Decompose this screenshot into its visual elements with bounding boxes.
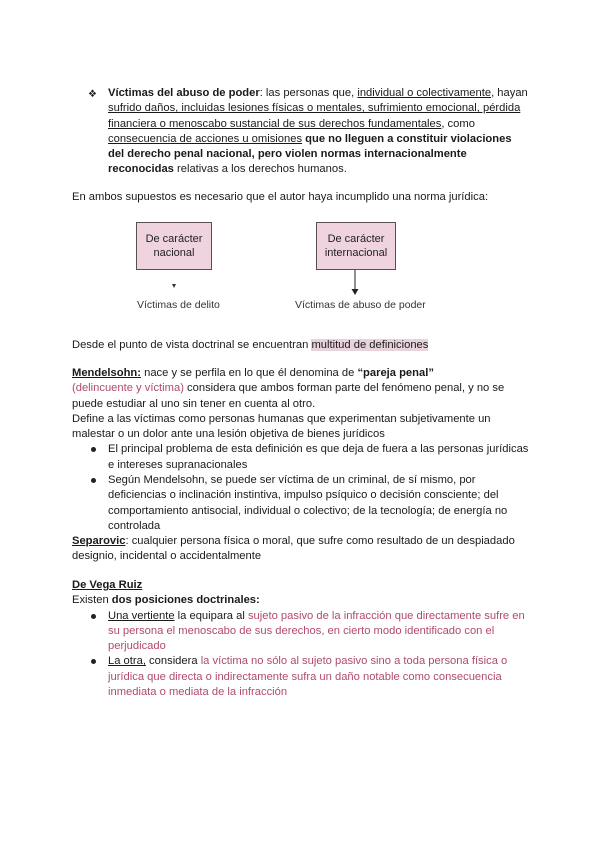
text-fragment: considera — [145, 655, 201, 668]
bullet-dot-icon — [91, 659, 96, 664]
text-fragment: , como — [441, 117, 475, 130]
list-item — [72, 654, 534, 700]
box-caracter-internacional — [316, 222, 396, 270]
caption-victimas-delito: Víctimas de delito — [137, 299, 220, 311]
bold-fragment: que no lleguen a constituir violaciones del derecho penal nacional, pero violen normas internacionalmente reconocidas — [108, 132, 512, 176]
underlined-fragment: sufrido daños, incluidas lesiones físicas o mentales, sufrimiento emocional, pérdida financiera o menoscabo sustancial de sus derechos fundamentales — [108, 102, 521, 130]
ambos-supuestos-paragraph: En ambos supuestos es necesario que el autor haya incumplido una norma jurídica: — [72, 191, 489, 203]
pareja-penal-quote: “pareja penal” — [357, 367, 434, 379]
bullet-dot-icon — [91, 447, 96, 452]
victimas-abuso-item — [90, 86, 530, 178]
box-left-label: De carácter nacional — [145, 233, 203, 259]
separovic-name: Separovic — [72, 535, 126, 547]
text-fragment: Existen — [72, 594, 112, 607]
box-caracter-nacional — [136, 222, 212, 270]
text-fragment: considera que ambos forman parte del fenómeno penal, y no se puede estudiar al uno sin tener en cuenta al otro. — [72, 382, 505, 410]
list-item — [72, 473, 534, 534]
bold-fragment: dos posiciones doctrinales: — [111, 594, 260, 607]
devega-section — [72, 578, 534, 700]
devega-intro — [72, 593, 534, 608]
separovic-paragraph — [72, 534, 534, 565]
devega-name: De Vega Ruiz — [72, 579, 143, 591]
mendelsohn-define: Define a las víctimas como personas humanas que experimentan subjetivamente un malestar o un dolor ante una lesión objetiva de bienes jurídicos — [72, 412, 491, 441]
victimas-abuso-term: Víctimas del abuso de poder — [108, 87, 260, 99]
text-fragment: , hayan — [491, 87, 528, 99]
text-fragment: nace y se perfila en lo que él denomina de — [141, 367, 358, 379]
doctrinal-highlight: multitud de definiciones — [311, 339, 429, 351]
text-fragment: relativas a los derechos humanos. — [173, 163, 347, 176]
diamond-bullet-icon: ❖ — [88, 89, 97, 100]
down-arrow-icon — [350, 270, 360, 296]
doctrinal-paragraph — [72, 338, 534, 353]
bullet-dot-icon — [91, 614, 96, 619]
list-item — [72, 442, 534, 473]
mendelsohn-bullets — [72, 442, 534, 534]
underlined-fragment: individual o colectivamente — [357, 87, 492, 99]
pink-fragment: (delincuente y víctima) — [72, 382, 184, 395]
underlined-fragment: La otra, — [108, 655, 146, 668]
bullet-dot-icon — [91, 478, 96, 483]
victimas-abuso-text — [108, 86, 530, 178]
small-arrow-icon — [170, 282, 180, 290]
devega-bullets — [72, 609, 534, 701]
devega-title — [72, 578, 534, 593]
text-fragment: la equipara al — [174, 609, 248, 622]
underlined-fragment: consecuencia de acciones u omisiones — [108, 132, 303, 145]
pink-fragment: la víctima no sólo al sujeto pasivo sino a toda persona física o jurídica que directa o indirectamente sufra un daño notable como consecuencia inmediata o mediata de la infracción — [108, 655, 508, 699]
mendelsohn-name: Mendelsohn: — [72, 367, 141, 379]
mendelsohn-section — [72, 366, 534, 534]
bullet-text: El principal problema de esta definición es que deja de fuera a las personas jurídicas e intereses supranacionales — [108, 443, 529, 471]
underlined-fragment: Una vertiente — [108, 609, 175, 622]
separovic-text: : cualquier persona física o moral, que sufre como resultado de un despiadado designio, incidental o accidentalmente — [72, 535, 515, 563]
mendelsohn-paragraph — [72, 366, 534, 412]
box-right-label: De carácter internacional — [324, 233, 388, 259]
list-item — [72, 609, 534, 655]
bullet-text: Según Mendelsohn, se puede ser víctima de un criminal, de sí mismo, por deficiencias o inclinación instintiva, impulso psíquico o decisión consciente; del comportamiento antisocial, individual o colectivo; de la tecnología; de energía no controlada — [108, 474, 508, 532]
pink-fragment: sujeto pasivo de la infracción que directamente sufre en su persona el menoscabo de sus derechos, en cierto modo identificado con el perjudicado — [108, 609, 525, 653]
caption-victimas-abuso: Víctimas de abuso de poder — [295, 299, 426, 311]
text-fragment: : las personas que, — [259, 87, 358, 99]
doctrinal-text: Desde el punto de vista doctrinal se encuentran — [72, 339, 312, 351]
